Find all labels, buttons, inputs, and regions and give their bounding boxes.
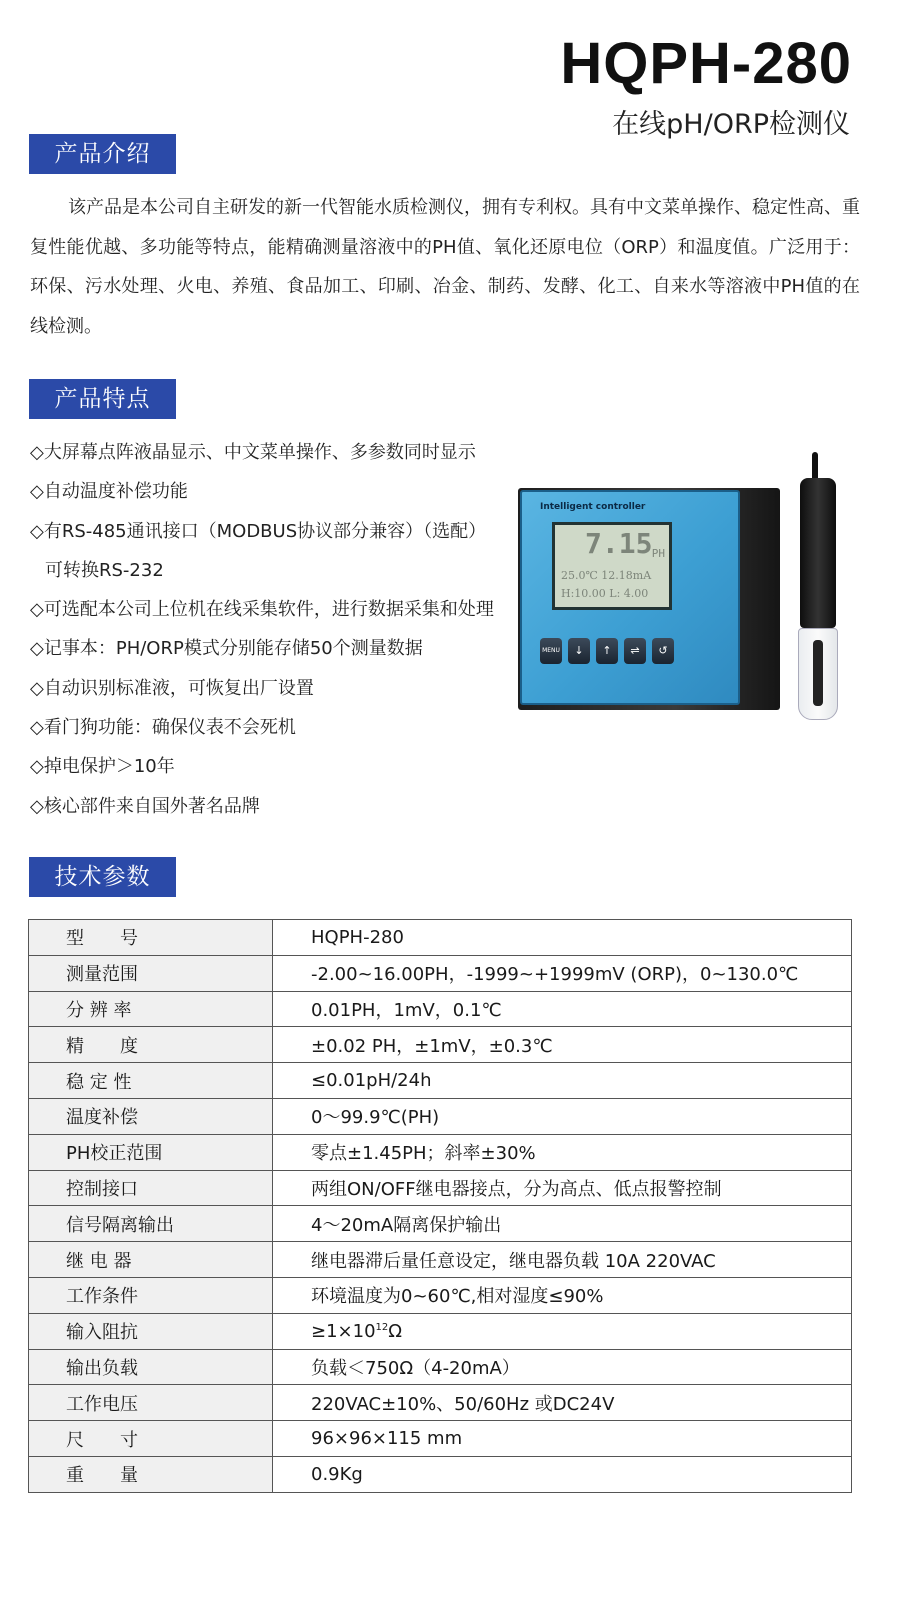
spec-key: 重 量 [29, 1456, 273, 1492]
impedance-base: ≥1×10 [311, 1320, 376, 1342]
table-row [29, 1170, 852, 1206]
esc-key: ↺ [652, 638, 674, 664]
enter-key: ⇌ [624, 638, 646, 664]
feature-item: ◇自动温度补偿功能 [30, 481, 188, 503]
spec-value: 0.01PH，1mV，0.1℃ [273, 991, 852, 1027]
down-key: ↓ [568, 638, 590, 664]
spec-key: PH校正范围 [29, 1134, 273, 1170]
impedance-exponent: 12 [375, 1321, 389, 1333]
feature-item: ◇大屏幕点阵液晶显示、中文菜单操作、多参数同时显示 [30, 442, 476, 463]
section-tab-features: 产品特点 [29, 379, 176, 419]
table-row [29, 991, 852, 1027]
spec-key: 输入阻抗 [29, 1313, 273, 1349]
impedance-unit: Ω [388, 1320, 403, 1342]
section-tab-specs: 技术参数 [29, 857, 176, 897]
spec-key: 测量范围 [29, 955, 273, 991]
table-row [29, 1421, 852, 1457]
feature-item: ◇核心部件来自国外著名品牌 [30, 795, 260, 817]
spec-key: 型 号 [29, 920, 273, 956]
table-row [29, 1098, 852, 1134]
spec-value: 4～20mA隔离保护输出 [273, 1206, 852, 1242]
spec-value: 零点±1.45PH；斜率±30% [273, 1134, 852, 1170]
feature-item: ◇自动识别标准液，可恢复出厂设置 [30, 677, 314, 699]
spec-value: 环境温度为0~60℃,相对湿度≤90% [273, 1277, 852, 1313]
spec-value: 两组ON/OFF继电器接点，分为高点、低点报警控制 [273, 1170, 852, 1206]
ph-probe-electrode [813, 640, 823, 706]
feature-item: ◇看门狗功能：确保仪表不会死机 [30, 717, 296, 739]
spec-key: 继 电 器 [29, 1242, 273, 1278]
table-row [29, 1277, 852, 1313]
table-row [29, 1134, 852, 1170]
intro-paragraph: 该产品是本公司自主研发的新一代智能水质检测仪，拥有专利权。具有中文菜单操作、稳定性高、重复性能优越、多功能等特点，能精确测量溶液中的PH值、氧化还原电位（ORP）和温度值。广泛用于：环保、污水处理、火电、养殖、食品加工、印刷、冶金、制药、发酵、化工、自来水等溶液中PH值的在线检测。 [30, 197, 860, 337]
table-row [29, 1385, 852, 1421]
spec-value: 220VAC±10%、50/60Hz 或DC24V [273, 1385, 852, 1421]
spec-key: 尺 寸 [29, 1421, 273, 1457]
table-row [29, 1027, 852, 1063]
controller-image [518, 488, 780, 710]
spec-value: HQPH-280 [273, 920, 852, 956]
controller-brand-label: Intelligent controller [540, 502, 646, 512]
spec-key: 分 辨 率 [29, 991, 273, 1027]
feature-item: ◇可选配本公司上位机在线采集软件，进行数据采集和处理 [30, 599, 494, 621]
table-row [29, 955, 852, 991]
feature-list [30, 433, 530, 826]
lcd-temp-current: 25.0℃ 12.18mA [561, 569, 652, 582]
spec-key: 输出负载 [29, 1349, 273, 1385]
up-key: ↑ [596, 638, 618, 664]
spec-value: ±0.02 PH，±1mV，±0.3℃ [273, 1027, 852, 1063]
spec-value: -2.00~16.00PH，-1999~+1999mV (ORP)，0~130.0℃ [273, 955, 852, 991]
spec-key: 精 度 [29, 1027, 273, 1063]
spec-key: 工作电压 [29, 1385, 273, 1421]
spec-key: 控制接口 [29, 1170, 273, 1206]
section-tab-intro: 产品介绍 [29, 134, 176, 174]
spec-value: 96×96×115 mm [273, 1421, 852, 1457]
ph-probe-body [800, 478, 836, 628]
spec-key: 工作条件 [29, 1277, 273, 1313]
lcd-screen [552, 522, 672, 610]
table-row [29, 1063, 852, 1099]
feature-item-continuation: 可转换RS-232 [45, 559, 164, 581]
feature-item: ◇记事本：PH/ORP模式分别能存储50个测量数据 [30, 638, 423, 660]
keypad [540, 638, 674, 664]
menu-key: MENU [540, 638, 562, 664]
feature-item: ◇有RS-485通讯接口（MODBUS协议部分兼容）（选配） [30, 520, 487, 542]
lcd-limits: H:10.00 L: 4.00 [561, 587, 649, 600]
spec-value: ≤0.01pH/24h [273, 1063, 852, 1099]
spec-key: 信号隔离输出 [29, 1206, 273, 1242]
table-row [29, 1206, 852, 1242]
spec-value: 0～99.9℃(PH) [273, 1098, 852, 1134]
model-title: HQPH-280 [560, 31, 852, 96]
table-row [29, 920, 852, 956]
spec-table [28, 919, 852, 1493]
lcd-ph-value: 7.15 [585, 527, 653, 560]
spec-value: 负载＜750Ω（4-20mA） [273, 1349, 852, 1385]
lcd-ph-unit: PH [651, 547, 665, 560]
product-subtitle: 在线pH/ORP检测仪 [612, 109, 850, 140]
table-row [29, 1313, 852, 1349]
feature-item: ◇掉电保护＞10年 [30, 756, 175, 778]
spec-value: 继电器滞后量任意设定，继电器负载 10A 220VAC [273, 1242, 852, 1278]
spec-value [273, 1313, 852, 1349]
table-row [29, 1349, 852, 1385]
table-row [29, 1456, 852, 1492]
table-row [29, 1242, 852, 1278]
spec-value: 0.9Kg [273, 1456, 852, 1492]
controller-front-panel [520, 490, 740, 705]
spec-key: 稳 定 性 [29, 1063, 273, 1099]
spec-key: 温度补偿 [29, 1098, 273, 1134]
